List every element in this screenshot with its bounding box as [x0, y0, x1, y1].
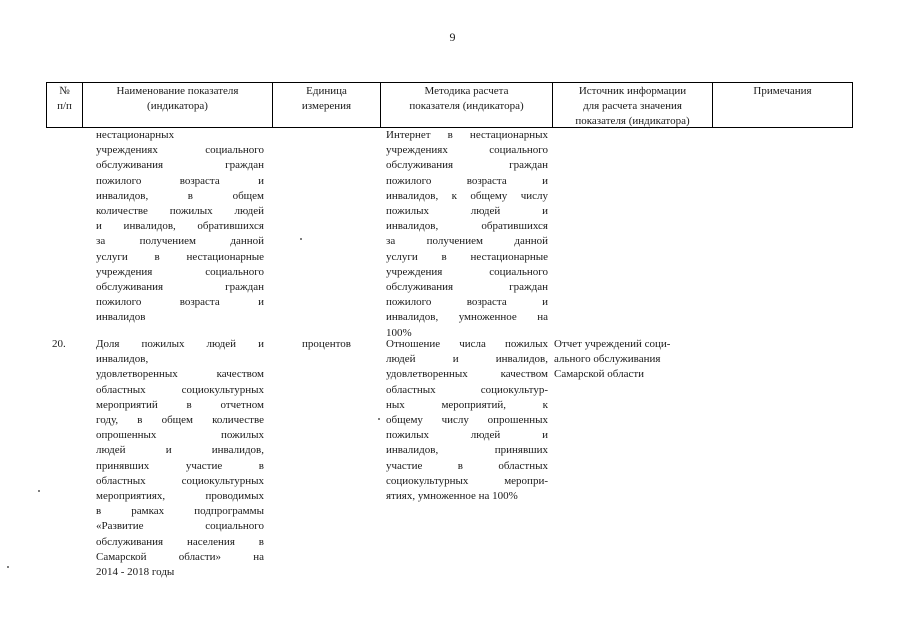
method-line: пожилого возраста и [386, 174, 548, 187]
method-line: ятиях, умноженное на 100% [386, 490, 518, 502]
indicator-name-line: пожилого возраста и [96, 174, 264, 187]
method-line: областных социокультур- [386, 383, 548, 396]
indicator-name-line: году, в общем количестве [96, 414, 264, 426]
method-line: инвалидов, принявших [386, 444, 548, 457]
indicator-name-line: мероприятиях, проводимых [96, 490, 264, 502]
header-indicator-name-line: (индикатора) [147, 100, 208, 113]
indicator-name-line: услуги в нестационарные [96, 250, 264, 263]
indicator-name-line: 2014 - 2018 годы [96, 566, 175, 578]
header-source-line: Источник информации [578, 85, 687, 97]
unit-value: процентов [302, 338, 351, 350]
indicator-name-line: обслуживания населения в [96, 535, 264, 548]
indicator-name-line: учреждения социального [96, 265, 264, 278]
indicator-name-line: областных социокультурных [96, 383, 264, 396]
method-line: социокультурных меропри- [386, 474, 548, 487]
indicator-name-line: количестве пожилых людей [96, 205, 264, 217]
indicator-name-line: удовлетворенных качеством [96, 368, 264, 381]
header-method-line: Методика расчета [424, 85, 509, 97]
indicator-name-line: обслуживания граждан [96, 159, 264, 172]
method-line: ных мероприятий, к [386, 398, 548, 411]
indicator-name-line: мероприятий в отчетном [96, 398, 264, 411]
method-line: Интернет в нестационарных [386, 129, 548, 141]
indicator-name-line: обслуживания граждан [96, 281, 264, 293]
page-number: 9 [449, 30, 456, 44]
indicator-name-line: за получением данной [96, 235, 264, 248]
method-line: удовлетворенных качеством [386, 368, 548, 381]
indicator-name-line: пожилого возраста и [96, 296, 264, 309]
method-line: обслуживания граждан [386, 159, 548, 172]
method-line: инвалидов, обратившихся [386, 220, 548, 233]
header-method-line: показателя (индикатора) [409, 100, 524, 113]
method-line: пожилых людей и [386, 205, 548, 217]
method-line: участие в областных [386, 459, 548, 472]
header-source-line: для расчета значения [583, 100, 682, 113]
method-line: услуги в нестационарные [386, 250, 548, 263]
indicator-name-line: инвалидов [96, 311, 146, 324]
source-line: Отчет учреждений соци- [554, 338, 671, 350]
header-source-line: показателя (индикатора) [575, 115, 690, 128]
method-line: 100% [386, 326, 412, 339]
indicator-name-line: и инвалидов, обратившихся [96, 220, 264, 233]
source-line: ального обслуживания [554, 353, 661, 366]
header-notes-line: Примечания [753, 85, 812, 97]
method-line: учреждениях социального [386, 144, 548, 157]
indicator-name-line: учреждениях социального [96, 144, 264, 157]
indicator-name-line: принявших участие в [96, 459, 264, 472]
indicator-name-line: «Развитие социального [96, 520, 264, 533]
header-unit-line: измерения [301, 100, 352, 113]
header-indicator-name-line: Наименование показателя [116, 85, 239, 97]
indicator-name-line: в рамках подпрограммы [96, 505, 264, 518]
indicator-name-line: областных социокультурных [96, 474, 264, 487]
method-line: обслуживания граждан [386, 281, 548, 293]
indicator-name-line: Доля пожилых людей и [96, 338, 264, 350]
method-line: пожилого возраста и [386, 296, 548, 309]
row-number: 20. [52, 338, 66, 350]
indicator-name-line: инвалидов, в общем [96, 189, 264, 202]
method-line: людей и инвалидов, [386, 353, 548, 366]
method-line: общему числу опрошенных [386, 414, 548, 426]
header-number-line: п/п [57, 100, 72, 113]
method-line: Отношение числа пожилых [386, 338, 548, 350]
indicator-name-line: инвалидов, [96, 353, 149, 366]
header-number-line: № [59, 85, 70, 97]
method-line: за получением данной [386, 235, 548, 248]
indicator-name-line: людей и инвалидов, [96, 444, 264, 457]
method-line: инвалидов, умноженное на [386, 311, 548, 324]
source-line: Самарской области [554, 368, 645, 381]
method-line: пожилых людей и [386, 429, 548, 442]
method-line: инвалидов, к общему числу [386, 189, 548, 202]
indicator-name-line: нестационарных [96, 129, 175, 141]
indicator-name-line: опрошенных пожилых [96, 429, 264, 442]
header-unit-line: Единица [306, 85, 347, 97]
method-line: учреждения социального [386, 265, 548, 278]
indicator-name-line: Самарской области» на [96, 550, 264, 563]
